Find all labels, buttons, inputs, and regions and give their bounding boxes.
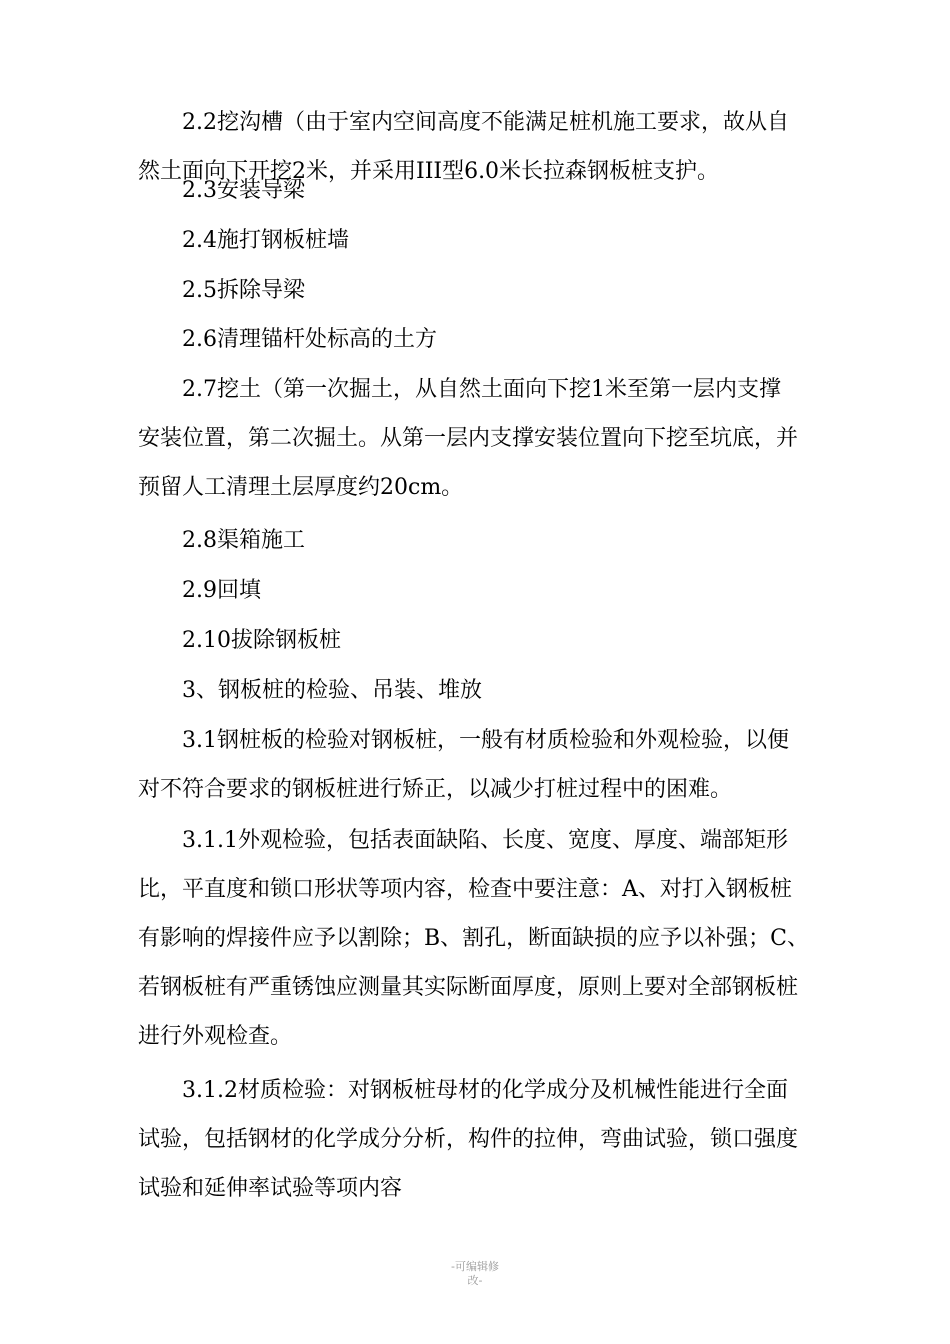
paragraph-2-6 xyxy=(138,315,818,364)
paragraph-line: 2.7挖土（第一次掘土，从自然土面向下挖1米至第一层内支撑 xyxy=(182,377,781,402)
paragraph-2-9 xyxy=(138,566,818,615)
paragraph-2-5 xyxy=(138,266,818,315)
paragraph-line: 进行外观检查。 xyxy=(138,1024,293,1049)
paragraph-line: 2.4施打钢板桩墙 xyxy=(182,228,349,253)
paragraph-line: 3.1.2材质检验：对钢板桩母材的化学成分及机械性能进行全面 xyxy=(182,1078,788,1103)
paragraph-line: 2.2挖沟槽（由于室内空间高度不能满足桩机施工要求，故从自 xyxy=(182,110,789,135)
paragraph-2-4 xyxy=(138,216,818,265)
paragraph-line: 3.1钢桩板的检验对钢板桩，一般有材质检验和外观检验，以便 xyxy=(182,728,789,753)
paragraph-3-1-1 xyxy=(138,816,818,1061)
paragraph-2-8 xyxy=(138,516,818,565)
paragraph-line: 预留人工清理土层厚度约20cm。 xyxy=(138,475,464,500)
paragraph-line: 然土面向下开挖2米，并采用III型6.0米长拉森钢板桩支护。 xyxy=(138,159,720,184)
paragraph-line: 安装位置，第二次掘土。从第一层内支撑安装位置向下挖至坑底，并 xyxy=(138,426,799,451)
paragraph-3-1-2 xyxy=(138,1066,818,1213)
page-footer xyxy=(0,1260,950,1288)
paragraph-line: 试验，包括钢材的化学成分分析，构件的拉伸，弯曲试验，锁口强度 xyxy=(138,1127,799,1152)
footer-line-1: -可编辑修 xyxy=(451,1260,499,1273)
footer-line-2: 改- xyxy=(467,1274,483,1287)
paragraph-line: 2.8渠箱施工 xyxy=(182,528,305,553)
paragraph-line: 若钢板桩有严重锈蚀应测量其实际断面厚度，原则上要对全部钢板桩 xyxy=(138,975,799,1000)
paragraph-line: 有影响的焊接件应予以割除；B、割孔，断面缺损的应予以补强；C、 xyxy=(138,926,810,951)
paragraph-line: 比，平直度和锁口形状等项内容，检查中要注意：A、对打入钢板桩 xyxy=(138,877,792,902)
paragraph-line: 2.3安装导梁 xyxy=(182,178,305,203)
paragraph-3-1 xyxy=(138,716,818,814)
paragraph-2-7 xyxy=(138,365,818,512)
paragraph-line: 对不符合要求的钢板桩进行矫正，以减少打桩过程中的困难。 xyxy=(138,777,733,802)
paragraph-line: 2.5拆除导梁 xyxy=(182,278,305,303)
paragraph-line: 2.6清理锚杆处标高的土方 xyxy=(182,327,437,352)
paragraph-line: 试验和延伸率试验等项内容 xyxy=(138,1176,403,1201)
paragraph-2-3 xyxy=(138,166,818,215)
paragraph-line: 2.9回填 xyxy=(182,578,261,603)
section-heading-3 xyxy=(138,666,818,715)
paragraph-line: 3.1.1外观检验，包括表面缺陷、长度、宽度、厚度、端部矩形 xyxy=(182,828,788,853)
paragraph-line: 2.10拔除钢板桩 xyxy=(182,628,341,653)
paragraph-line: 3、钢板桩的检验、吊装、堆放 xyxy=(182,678,482,703)
paragraph-2-10 xyxy=(138,616,818,665)
